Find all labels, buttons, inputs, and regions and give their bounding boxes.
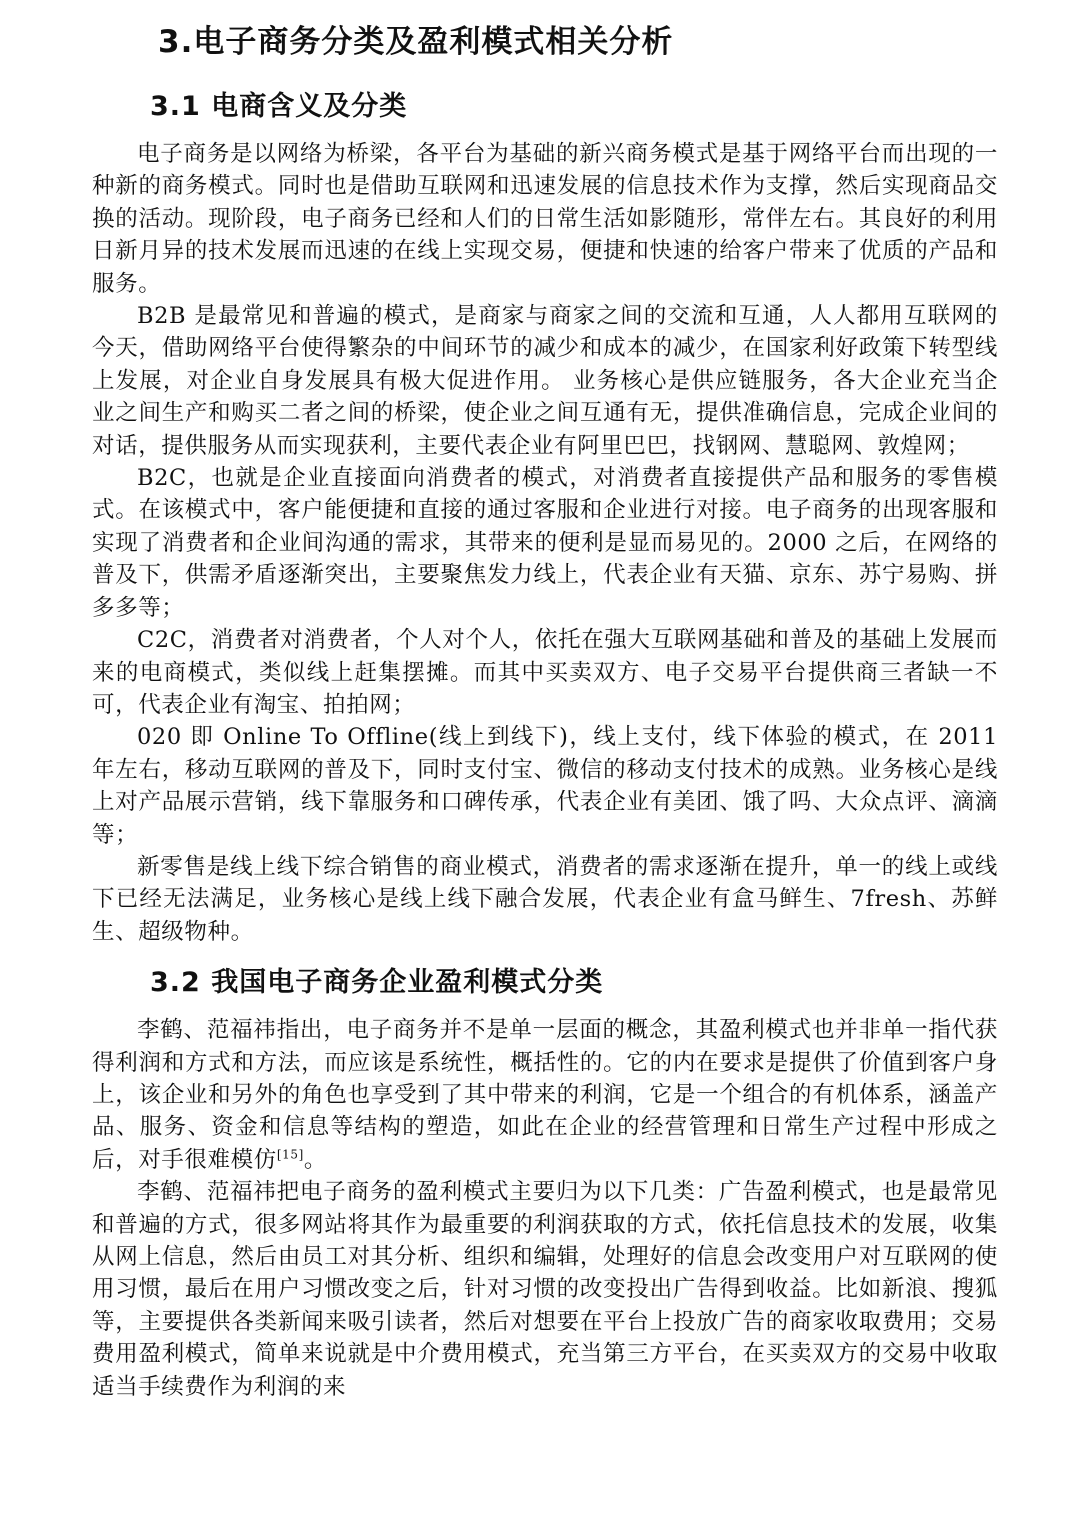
section-title: 3.电子商务分类及盈利模式相关分析 — [158, 24, 674, 60]
paragraph-b2c: B2C，也就是企业直接面向消费者的模式，对消费者直接提供产品和服务的零售模式。在该模式中，客户能便捷和直接的通过客服和企业进行对接。电子商务的出现客服和实现了消费者和企业间沟通的需求，其带来的便利是显而易见的。2000 之后，在网络的普及下，供需矛盾逐渐突出，主要聚焦发力线上，代表企业有天猫、京东、苏宁易购、拼多多等； — [92, 465, 998, 621]
paragraph-o2o: 020 即 Online To Offline(线上到线下)，线上支付，线下体验的模式，在 2011 年左右，移动互联网的普及下，同时支付宝、微信的移动支付技术的成熟。业务核心是线上对产品展示营销，线下靠服务和口碑传承，代表企业有美团、饿了吗、大众点评、滴滴等； — [92, 724, 998, 848]
paragraph-end-mark: 。 — [303, 1146, 327, 1173]
subsection-title-3-1: 3.1 电商含义及分类 — [150, 91, 408, 122]
paragraph-b2b: B2B 是最常见和普遍的模式，是商家与商家之间的交流和互通，人人都用互联网的今天，借助网络平台使得繁杂的中间环节的减少和成本的减少，在国家利好政策下转型线上发展，对企业自身发展具有极大促进作用。 业务核心是供应链服务，各大企业充当企业之间生产和购买二者之间的桥梁，使企业之间互通有无，提供准确信息，完成企业间的对话，提供服务从而实现获利，主要代表企业有阿里巴巴，找钢网、慧聪网、敦煌网； — [92, 303, 998, 459]
paragraph-profit-model-concept — [92, 1014, 998, 1176]
paragraph-new-retail: 新零售是线上线下综合销售的商业模式，消费者的需求逐渐在提升，单一的线上或线下已经无法满足，业务核心是线上线下融合发展，代表企业有盒马鲜生、7fresh、苏鲜生、超级物种。 — [92, 853, 998, 945]
paragraph-profit-model-concept-text: 李鹤、范福祎指出，电子商务并不是单一层面的概念，其盈利模式也并非单一指代获得利润和方式和方法，而应该是系统性，概括性的。它的内在要求是提供了价值到客户身上，该企业和另外的角色也享受到了其中带来的利润，它是一个组合的有机体系，涵盖产品、服务、资金和信息等结构的塑造，如此在企业的经营管理和日常生产过程中形成之后，对手很难模仿 — [92, 1017, 998, 1173]
paragraph-c2c: C2C，消费者对消费者，个人对个人，依托在强大互联网基础和普及的基础上发展而来的电商模式，类似线上赶集摆摊。而其中买卖双方、电子交易平台提供商三者缺一不可，代表企业有淘宝、拍拍网； — [92, 627, 998, 718]
paragraph-ecommerce-definition: 电子商务是以网络为桥梁，各平台为基础的新兴商务模式是基于网络平台而出现的一种新的商务模式。同时也是借助互联网和迅速发展的信息技术作为支撑，然后实现商品交换的活动。现阶段，电子商务已经和人们的日常生活如影随形，常伴左右。其良好的利用日新月异的技术发展而迅速的在线上实现交易，便捷和快速的给客户带来了优质的产品和服务。 — [92, 141, 998, 297]
subsection-title-3-2: 3.2 我国电子商务企业盈利模式分类 — [150, 967, 604, 999]
paragraph-profit-model-types: 李鹤、范福祎把电子商务的盈利模式主要归为以下几类：广告盈利模式，也是最常见和普遍的方式，很多网站将其作为最重要的利润获取的方式，依托信息技术的发展，收集从网上信息，然后由员工对其分析、组织和编辑，处理好的信息会改变用户对互联网的使用习惯，最后在用户习惯改变之后，针对习惯的改变投出广告得到收益。比如新浪、搜狐等，主要提供各类新闻来吸引读者，然后对想要在平台上投放广告的商家收取费用；交易费用盈利模式，简单来说就是中介费用模式，充当第三方平台，在买卖双方的交易中收取适当手续费作为利润的来 — [92, 1179, 998, 1400]
citation-reference[interactable]: [15] — [276, 1147, 304, 1162]
